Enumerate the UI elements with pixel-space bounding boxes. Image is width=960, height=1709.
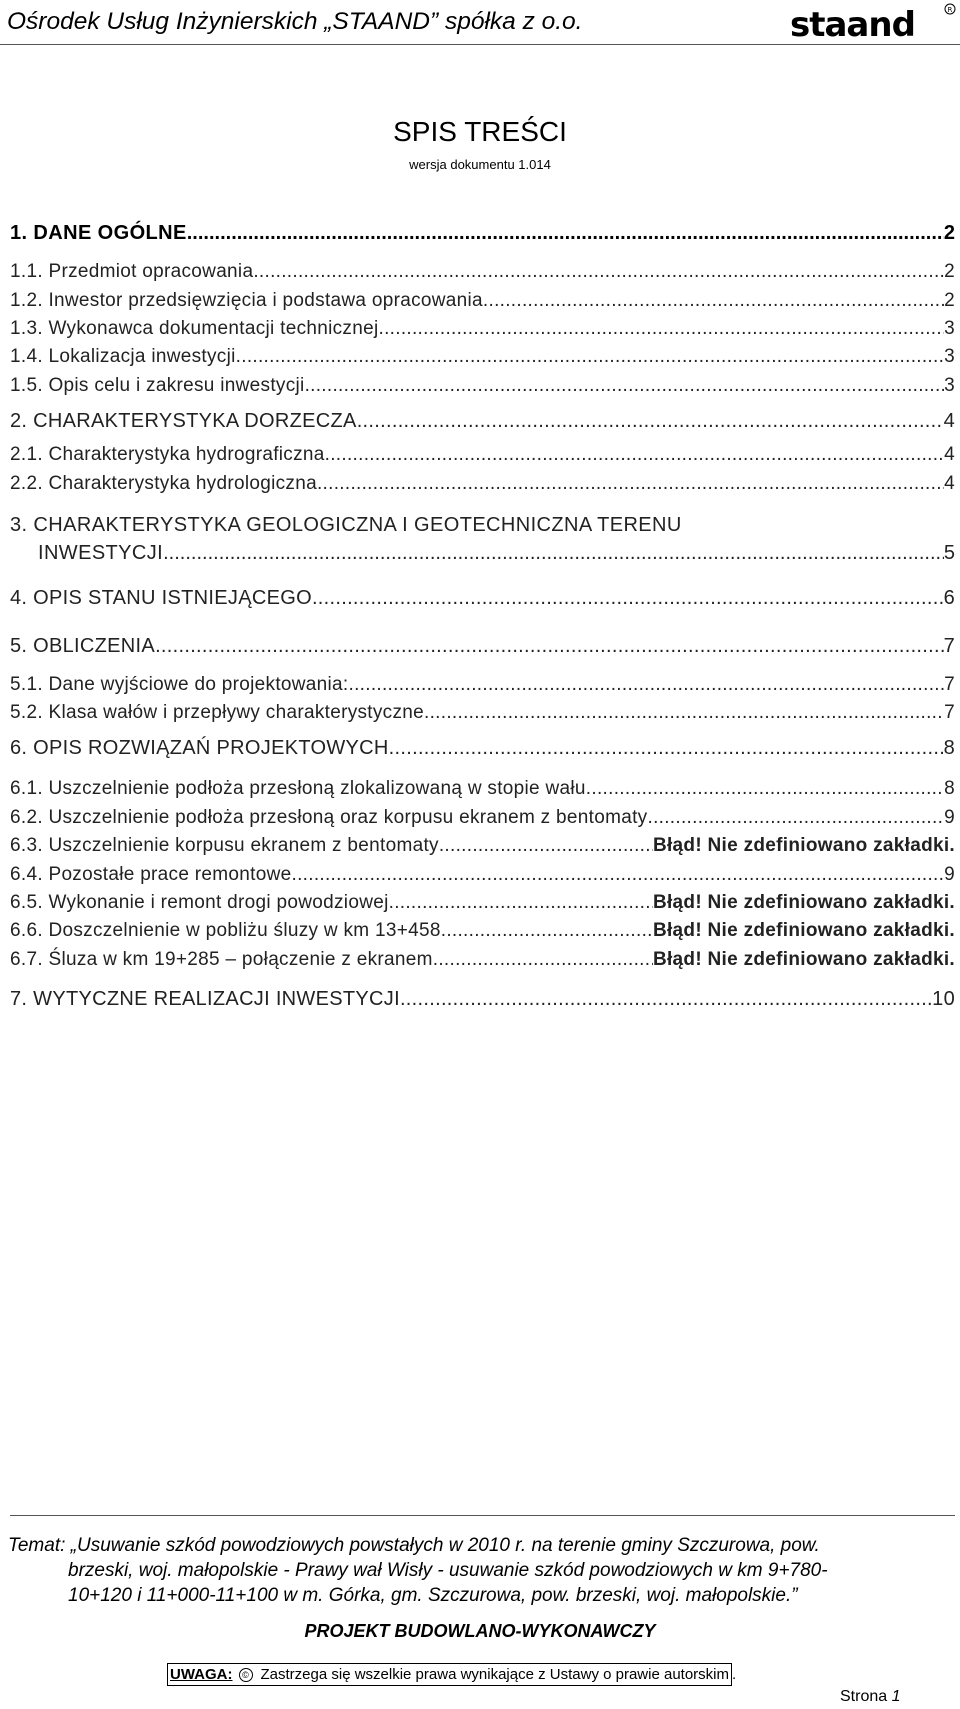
toc-leader (400, 989, 932, 1009)
toc-entry-label: 2. CHARAKTERYSTYKA DORZECZA (10, 410, 357, 432)
copyright-notice (167, 1663, 736, 1686)
toc-entry-label: 1. DANE OGÓLNE (10, 222, 187, 244)
toc-entry-label: 6.7. Śluza w km 19+285 – połączenie z ekranem (10, 949, 433, 970)
toc-entry[interactable] (10, 989, 955, 1009)
toc-leader (389, 738, 944, 758)
staand-logo (788, 2, 958, 42)
toc-entry[interactable] (10, 779, 955, 798)
footer-divider (10, 1515, 955, 1516)
toc-entry-label: 4. OPIS STANU ISTNIEJĄCEGO (10, 587, 312, 609)
toc-entry[interactable] (10, 262, 955, 281)
toc-entry-label: 5.2. Klasa wałów i przepływy charakterystyczne (10, 702, 425, 723)
toc-leader (439, 836, 653, 855)
toc-entry-page: 8 (944, 778, 955, 799)
toc-entry-label-continuation: INWESTYCJI (38, 542, 164, 564)
toc-leader (317, 474, 944, 493)
toc-entry-page: 3 (944, 346, 955, 367)
toc-entry-label[interactable]: 3. CHARAKTERYSTYKA GEOLOGICZNA I GEOTECHNICZNA TERENU (10, 514, 682, 536)
toc-entry-label: 6.2. Uszczelnienie podłoża przesłoną oraz korpusu ekranem z bentomaty (10, 807, 648, 828)
toc-entry-page: 7 (944, 674, 955, 695)
toc-leader (325, 445, 944, 464)
toc-entry-page: 4 (944, 444, 955, 465)
document-version: wersja dokumentu 1.014 (409, 157, 551, 172)
toc-entry[interactable] (10, 411, 955, 431)
toc-entry-page-error: Błąd! Nie zdefiniowano zakładki. (652, 892, 955, 913)
company-name: Ośrodek Usług Inżynierskich „STAAND” spółka z o.o. (7, 8, 583, 35)
toc-entry[interactable] (10, 808, 955, 827)
toc-entry-page: 9 (944, 864, 955, 885)
notice-end: . (732, 1666, 737, 1683)
project-type: PROJEKT BUDOWLANO-WYKONAWCZY (304, 1621, 656, 1641)
toc-entry-page: 3 (944, 375, 955, 396)
toc-entry-page-error: Błąd! Nie zdefiniowano zakładki. (652, 835, 955, 856)
notice-label: UWAGA: (170, 1666, 233, 1683)
toc-leader (253, 262, 944, 281)
toc-entry[interactable] (10, 291, 955, 310)
toc-entry-page: 10 (932, 988, 955, 1010)
toc-entry-page: 4 (943, 410, 955, 432)
toc-leader (357, 411, 944, 431)
toc-entry[interactable] (10, 445, 955, 464)
toc-title: SPIS TREŚCI (393, 116, 567, 147)
toc-entry-label: 6.3. Uszczelnienie korpusu ekranem z bentomaty (10, 835, 439, 856)
toc-entry-page-error: Błąd! Nie zdefiniowano zakładki. (652, 949, 955, 970)
toc-entry[interactable] (10, 347, 955, 366)
toc-entry-label: 5.1. Dane wyjściowe do projektowania: (10, 674, 349, 695)
toc-entry-label: 1.3. Wykonawca dokumentacji technicznej (10, 318, 379, 339)
toc-entry-label: 1.4. Lokalizacja inwestycji (10, 346, 236, 367)
toc-entry-label: 6.1. Uszczelnienie podłoża przesłoną zlokalizowaną w stopie wału (10, 778, 586, 799)
page-number (840, 1688, 901, 1706)
toc-leader (483, 291, 944, 310)
toc-entry[interactable] (38, 543, 955, 563)
svg-text:staand: staand (790, 5, 915, 42)
topic-line: 10+120 i 11+000-11+100 w m. Górka, gm. Szczurowa, pow. brzeski, woj. małopolskie.” (68, 1585, 798, 1606)
project-topic (8, 1533, 943, 1608)
toc-entry-page: 6 (943, 587, 955, 609)
toc-entry-page: 7 (944, 702, 955, 723)
toc-leader (441, 921, 653, 940)
toc-leader (236, 347, 944, 366)
toc-entry[interactable] (10, 376, 955, 395)
toc-leader (187, 223, 944, 243)
toc-leader (163, 543, 944, 563)
toc-entry-page: 9 (944, 807, 955, 828)
toc-leader (312, 588, 944, 608)
svg-text:R: R (947, 6, 953, 14)
toc-entry[interactable] (10, 703, 955, 722)
toc-entry-page: 8 (943, 737, 955, 759)
toc-entry[interactable] (10, 865, 955, 884)
toc-leader (379, 319, 945, 338)
toc-leader (155, 636, 944, 656)
toc-leader (292, 865, 945, 884)
toc-entry-label: 2.2. Charakterystyka hydrologiczna (10, 473, 317, 494)
toc-entry-page-error: Błąd! Nie zdefiniowano zakładki. (652, 920, 955, 941)
topic-line: brzeski, woj. małopolskie - Prawy wał Wisły - usuwanie szkód powodziowych w km 9+780- (68, 1560, 828, 1581)
page-label: Strona (840, 1688, 888, 1705)
toc-entry[interactable] (10, 675, 955, 694)
page-number-value: 1 (891, 1688, 901, 1705)
toc-entry-label: 2.1. Charakterystyka hydrograficzna (10, 444, 325, 465)
toc-entry-page: 7 (943, 635, 955, 657)
toc-leader (349, 675, 945, 694)
toc-entry[interactable] (10, 474, 955, 493)
toc-entry[interactable] (10, 636, 955, 656)
toc-entry[interactable] (10, 836, 955, 855)
toc-entry[interactable] (10, 893, 955, 912)
toc-entry-label: 1.5. Opis celu i zakresu inwestycji (10, 375, 305, 396)
topic-line: Temat: „Usuwanie szkód powodziowych powstałych w 2010 r. na terenie gminy Szczurowa, pow. (8, 1535, 820, 1556)
toc-entry-label: 6.6. Doszczelnienie w pobliżu śluzy w km 13+458 (10, 920, 441, 941)
toc-entry[interactable] (10, 738, 955, 758)
toc-entry[interactable] (10, 319, 955, 338)
toc-entry[interactable] (10, 950, 955, 969)
toc-entry-label: 6.5. Wykonanie i remont drogi powodziowej (10, 892, 389, 913)
toc-leader (586, 779, 944, 798)
toc-entry-page: 4 (944, 473, 955, 494)
toc-entry-label: 5. OBLICZENIA (10, 635, 156, 657)
toc-entry-page: 2 (944, 290, 955, 311)
toc-leader (424, 703, 944, 722)
toc-entry-page: 5 (943, 542, 955, 564)
toc-entry[interactable] (10, 588, 955, 608)
toc-entry[interactable] (10, 223, 955, 243)
copyright-box (167, 1663, 732, 1686)
toc-entry-label: 7. WYTYCZNE REALIZACJI INWESTYCJI (10, 988, 400, 1010)
toc-entry-page: 2 (944, 261, 955, 282)
notice-text: Zastrzega się wszelkie prawa wynikające z Ustawy o prawie autorskim (260, 1666, 730, 1683)
page-header (0, 0, 960, 45)
toc-entry-label: 1.2. Inwestor przedsięwzięcia i podstawa opracowania (10, 290, 483, 311)
toc-leader (433, 950, 653, 969)
toc-entry[interactable] (10, 921, 955, 940)
toc-entry-label: 6. OPIS ROZWIĄZAŃ PROJEKTOWYCH (10, 737, 389, 759)
toc-entry-page: 3 (944, 318, 955, 339)
toc-entry-label: 1.1. Przedmiot opracowania (10, 261, 254, 282)
toc-leader (389, 893, 653, 912)
copyright-icon: © (239, 1668, 253, 1682)
toc-entry-page: 2 (943, 222, 955, 244)
toc-leader (647, 808, 944, 827)
toc-entry-label: 6.4. Pozostałe prace remontowe (10, 864, 292, 885)
toc-leader (305, 376, 945, 395)
